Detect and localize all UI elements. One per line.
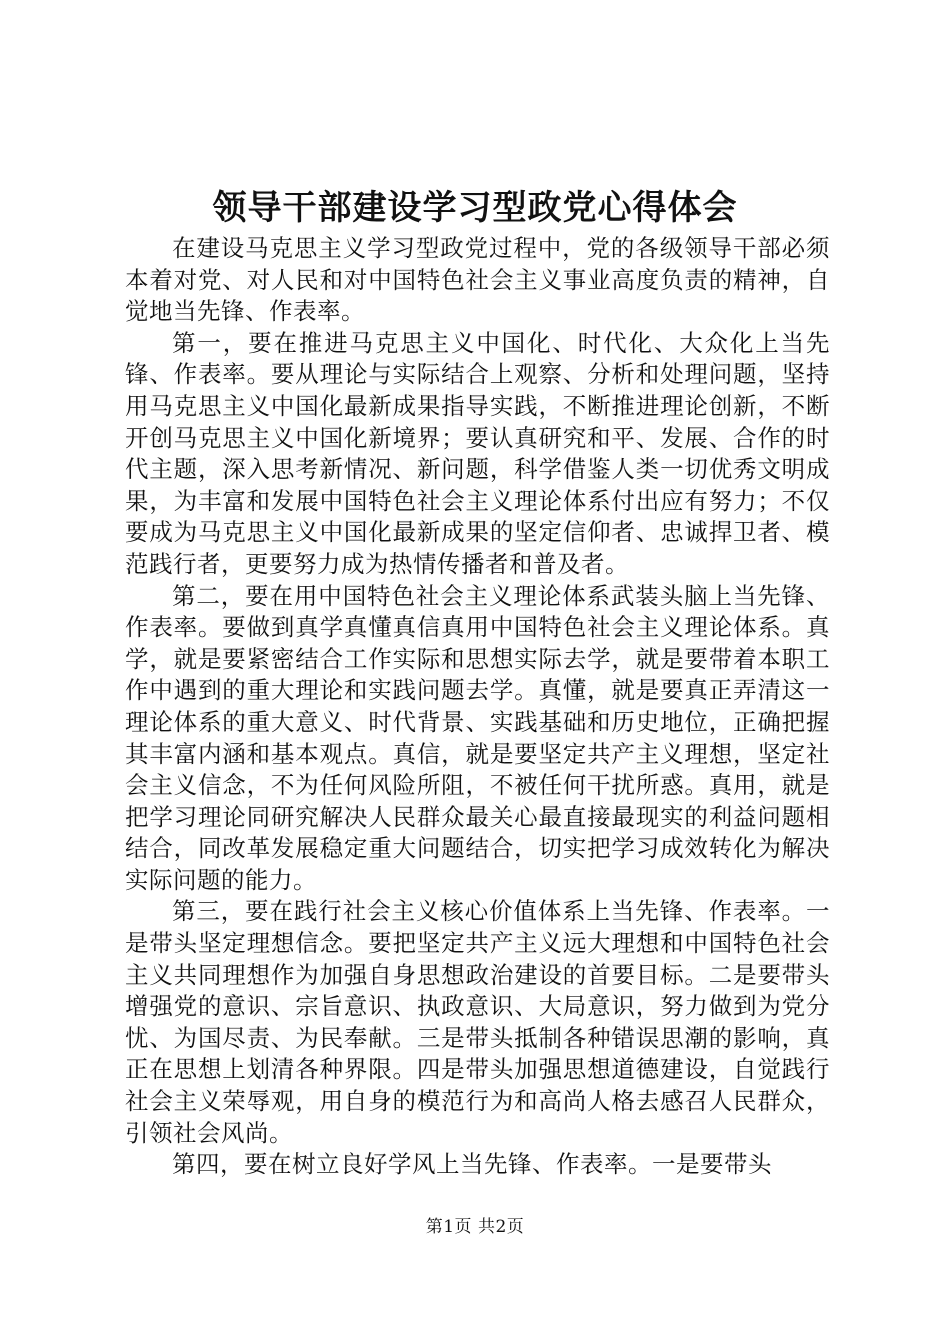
paragraph-second: 第二，要在用中国特色社会主义理论体系武装头脑上当先锋、作表率。要做到真学真懂真信真用中国特色社会主义理论体系。真学，就是要紧密结合工作实际和思想实际去学，就是要带着本职工作中遇到的重大理论和实践问题去学。真懂，就是要真正弄清这一理论体系的重大意义、时代背景、实践基础和历史地位，正确把握其丰富内涵和基本观点。真信，就是要坚定共产主义理想，坚定社会主义信念，不为任何风险所阻，不被任何干扰所惑。真用，就是把学习理论同研究解决人民群众最关心最直接最现实的利益问题相结合，同改革发展稳定重大问题结合，切实把学习成效转化为解决实际问题的能力。: [125, 581, 830, 894]
document-body: [125, 233, 830, 1181]
document-title: 领导干部建设学习型政党心得体会: [212, 188, 738, 228]
paragraph-fourth: 第四，要在树立良好学风上当先锋、作表率。一是要带头: [172, 1150, 772, 1179]
paragraph-intro: 在建设马克思主义学习型政党过程中，党的各级领导干部必须本着对党、对人民和对中国特色社会主义事业高度负责的精神，自觉地当先锋、作表率。: [125, 234, 830, 326]
paragraph-first: 第一，要在推进马克思主义中国化、时代化、大众化上当先锋、作表率。要从理论与实际结合上观察、分析和处理问题，坚持用马克思主义中国化最新成果指导实践，不断推进理论创新，不断开创马克思主义中国化新境界；要认真研究和平、发展、合作的时代主题，深入思考新情况、新问题，科学借鉴人类一切优秀文明成果，为丰富和发展中国特色社会主义理论体系付出应有努力；不仅要成为马克思主义中国化最新成果的坚定信仰者、忠诚捍卫者、模范践行者，更要努力成为热情传播者和普及者。: [125, 328, 830, 578]
paragraph-third: 第三，要在践行社会主义核心价值体系上当先锋、作表率。一是带头坚定理想信念。要把坚定共产主义远大理想和中国特色社会主义共同理想作为加强自身思想政治建设的首要目标。二是要带头增强党的意识、宗旨意识、执政意识、大局意识，努力做到为党分忧、为国尽责、为民奉献。三是带头抵制各种错误思潮的影响，真正在思想上划清各种界限。四是带头加强思想道德建设，自觉践行社会主义荣辱观，用自身的模范行为和高尚人格去感召人民群众，引领社会风尚。: [125, 897, 830, 1147]
page-number-footer: 第1页 共2页: [425, 1217, 525, 1237]
